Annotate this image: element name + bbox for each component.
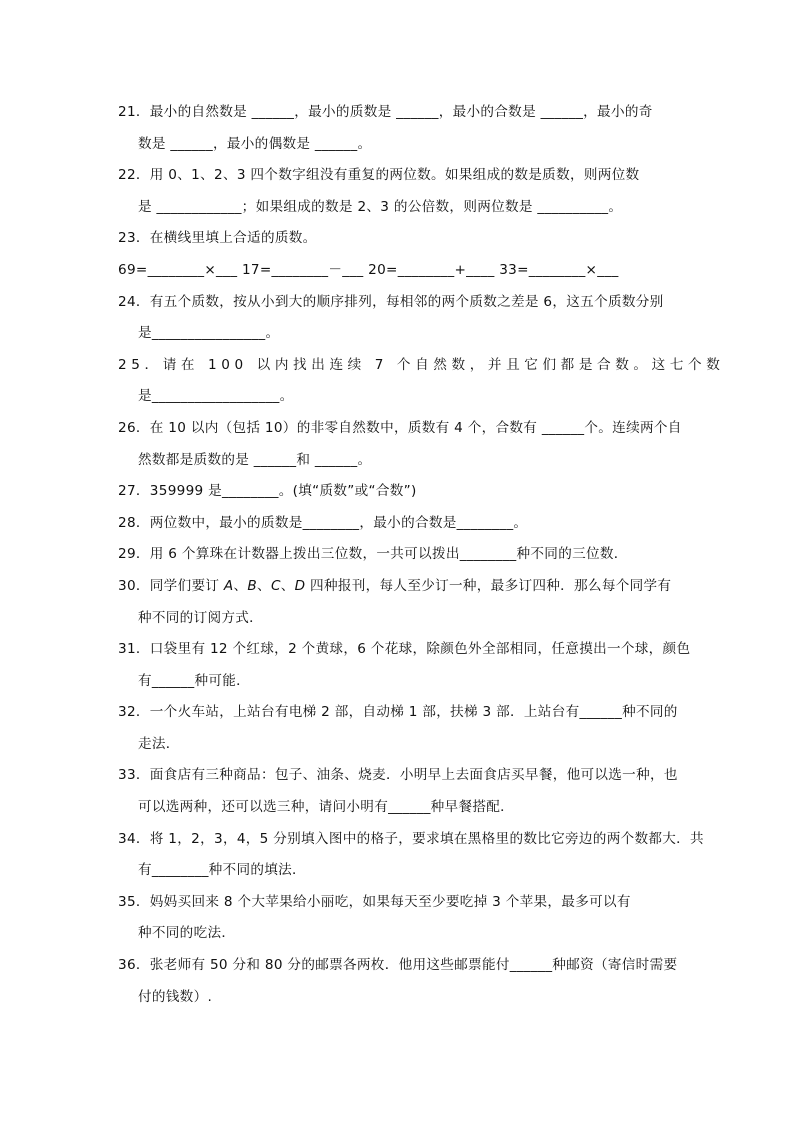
question-continuation-line (118, 322, 683, 354)
question-line (118, 512, 683, 544)
text-run: 21．最小的自然数是 ______，最小的质数是 ______，最小的合数是 ______，最小的奇 (118, 104, 653, 120)
question-continuation-line (118, 796, 683, 828)
question-line (118, 417, 683, 449)
question-line (118, 227, 683, 259)
question-continuation-line (118, 196, 683, 228)
question-line (118, 575, 683, 607)
question-continuation-line (118, 986, 683, 1018)
text-run: 是 ____________；如果组成的数是 2、3 的公倍数，则两位数是 __________。 (138, 198, 623, 215)
question-continuation-line (118, 733, 683, 765)
question-continuation-line (118, 607, 683, 639)
text-run: 30．同学们要订 (118, 577, 224, 594)
question-line (118, 543, 683, 575)
text-run: 走法． (138, 735, 180, 752)
question-continuation-line (118, 133, 683, 165)
text-run: 有______种可能． (138, 672, 251, 689)
text-run: 36．张老师有 50 分和 80 分的邮票各两枚．他用这些邮票能付______种邮资（寄信时需要 (118, 957, 678, 974)
text-run: 69=________×___ 17=________－___ 20=________+____ 33=________×___ (118, 261, 619, 278)
text-run: 22．用 0、1、2、3 四个数字组没有重复的两位数。如果组成的数是质数，则两位数 (118, 167, 640, 184)
question-line (118, 891, 683, 923)
italic-letter: C (270, 577, 281, 594)
question-continuation-line (118, 449, 683, 481)
question-line (118, 291, 683, 323)
text-run: 有________种不同的填法． (138, 862, 306, 879)
text-run: 27．359999 是________。(填“质数”或“合数”) (118, 483, 417, 500)
question-line (118, 954, 683, 986)
text-run: 、 (233, 577, 248, 594)
question-continuation-line (118, 670, 683, 702)
text-run: 是__________________。 (138, 388, 294, 405)
italic-letter: A (223, 577, 234, 594)
text-run: 种不同的吃法． (138, 925, 236, 942)
text-run: 四种报刊，每人至少订一种，最多订四种．那么每个同学有 (305, 577, 672, 594)
text-run: 32．一个火车站，上站台有电梯 2 部，自动梯 1 部，扶梯 3 部．上站台有______种不同的 (118, 704, 678, 721)
text-run: 然数都是质数的是 ______和 ______。 (138, 451, 372, 468)
question-line (118, 101, 683, 133)
text-run: 25．请在 100 以内找出连续 7 个自然数，并且它们都是合数。这七个数 (118, 356, 725, 373)
question-continuation-line (118, 385, 683, 417)
question-line (118, 259, 683, 291)
text-run: 数是 ______，最小的偶数是 ______。 (138, 135, 372, 152)
text-run: 28．两位数中，最小的质数是________，最小的合数是________。 (118, 514, 528, 531)
question-continuation-line (118, 859, 683, 891)
text-run: 31．口袋里有 12 个红球，2 个黄球，6 个花球，除颜色外全部相同，任意摸出一个球，颜色 (118, 641, 691, 658)
italic-letter: B (247, 577, 258, 594)
text-run: 35．妈妈买回来 8 个大苹果给小丽吃，如果每天至少要吃掉 3 个苹果，最多可以有 (118, 893, 631, 910)
text-run: 可以选两种，还可以选三种，请问小明有______种早餐搭配． (138, 799, 515, 816)
text-run: 付的钱数）. (138, 988, 213, 1005)
question-line (118, 354, 725, 386)
text-run: 、 (257, 577, 271, 594)
question-line (118, 638, 691, 670)
question-line (118, 164, 683, 196)
question-line (118, 764, 683, 796)
worksheet-text (118, 101, 725, 1017)
question-line (118, 701, 683, 733)
text-run: 24．有五个质数，按从小到大的顺序排列，每相邻的两个质数之差是 6，这五个质数分别 (118, 293, 664, 310)
italic-letter: D (294, 577, 306, 594)
text-run: 种不同的订阅方式． (138, 609, 264, 626)
question-line (118, 828, 704, 860)
text-run: 33．面食店有三种商品：包子、油条、烧麦．小明早上去面食店买早餐，他可以选一种，也 (118, 767, 678, 784)
text-run: 29．用 6 个算珠在计数器上拨出三位数，一共可以拨出________种不同的三位数． (118, 546, 628, 563)
text-run: 26．在 10 以内（包括 10）的非零自然数中，质数有 4 个，合数有 ______个。连续两个自 (118, 419, 682, 436)
question-continuation-line (118, 922, 683, 954)
text-run: 23．在横线里填上合适的质数。 (118, 230, 317, 247)
text-run: 、 (280, 577, 295, 594)
question-line (118, 480, 683, 512)
text-run: 是________________。 (138, 325, 280, 342)
text-run: 34．将 1，2，3，4，5 分别填入图中的格子，要求填在黑格里的数比它旁边的两个数都大．共 (118, 830, 704, 847)
